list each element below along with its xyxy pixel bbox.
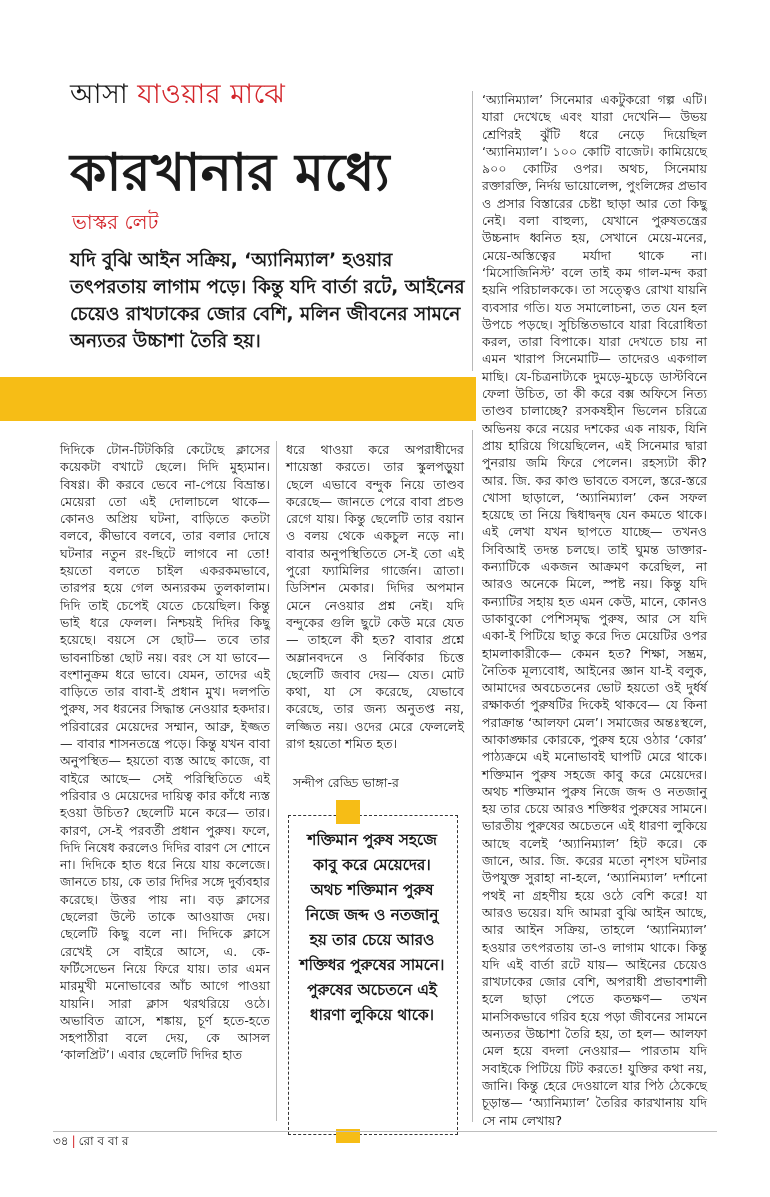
rubric-part-1: আসা <box>70 79 129 110</box>
page-number: ৩৪ <box>53 1134 69 1148</box>
body-column-left <box>60 441 270 1064</box>
body-column-middle <box>286 441 464 752</box>
signoff-credit: সন্দীপ রেড্ডি ভাঙ্গা-র <box>293 775 399 790</box>
section-rubric <box>70 74 285 119</box>
rubric-part-2: যাওয়ার মাঝে <box>137 79 286 110</box>
deck-intro: যদি বুঝি আইন সক্রিয়, ‘অ্যানিম্যাল’ হওয়ার তৎপরতায় লাগাম পড়ে। কিন্তু যদি বার্তা রটে, আইনের চেয়েও রাখঢাকের জোর বেশি, মলিন জীবনের সামনে অন্যতর উচ্চাশা তৈরি হয়। <box>70 250 465 352</box>
body-text-right: ‘অ্যানিম্যাল’ সিনেমার একটুকরো গল্প এটি। যারা দেখেছে এবং যারা দেখেনি— উভয় শ্রেণিরই ঝুঁটি ধরে নেড়ে দিয়েছিল ‘অ্যানিম্যাল’। ১০০ কোটি বাজেট। কামিয়েছে ৯০০ কোটির ওপর। অথচ, সিনেমায় রক্তারক্তি, নির্দয় ভায়োলেন্স, পুংলিঙ্গের প্রভাব ও প্রসার বিস্তারের চেষ্টা ছাড়া আর তো কিছু নেই। বলা বাহুল্য, যেখানে পুরুষতন্ত্রের উচ্চনাদ ধ্বনিত হয়, সেখানে মেয়ে-মনের, মেয়ে-অস্তিত্বের মর্যাদা থাকে না। ‘মিসোজিনিস্ট’ বলে তাই কম গাল-মন্দ করা হয়নি পরিচালককে। তা সত্ত্বেও রোখা যায়নি ব্যবসার গতি। যত সমালোচনা, তত যেন হল উপচে পড়ছে। সুচিন্তিতভাবে যারা বিরোধিতা করল, তারা বিপাকে। যারা দেখতে চায় না এমন খারাপ সিনেমাটি— তাদেরও একগাল মাছি। যে-চিত্রনাট্যকে দুমড়ে-মুচড়ে ডাস্টবিনে ফেলা উচিত, তা কী করে বক্স অফিসে নিত্য তাণ্ডব চালাচ্ছে? রসকষহীন ভিলেন চরিত্রে অভিনয় করে নয়ের দশকের এক নায়ক, যিনি প্রায় হারিয়ে গিয়েছিলেন, এই সিনেমার দ্বারা পুনরায় জমি ফিরে পেলেন। রহস্যটা কী? আর. জি. কর কাণ্ড ভাবতে বসলে, স্তরে-স্তরে খোসা ছাড়ালে, ‘অ্যানিম্যাল’ কেন সফল হয়েছে তা নিয়ে দ্বিধাদ্বন্দ্ব যেন কমতে থাকে। এই লেখা যখন ছাপতে যাচ্ছে— তখনও সিবিআই তদন্ত চলছে। তাই ঘুমন্ত ডাক্তার-কন্যাটিকে একজন আক্রমণ করেছিল, না আরও অনেকে মিলে, স্পষ্ট নয়। কিন্তু যদি কন্যাটির সহায় হত এমন কেউ, মানে, কোনও ডাকাবুকো পেশিসমৃদ্ধ পুরুষ, আর সে যদি একা-ই পিটিয়ে ছাতু করে দিত মেয়েটির ওপর হামলাকারীকে— কেমন হত? শিক্ষা, সম্ভ্রম, নৈতিক মূল্যবোধ, আইনের জ্ঞান যা-ই বলুক, আমাদের অবচেতনের ভোট হয়তো ওই দুর্ধর্ষ রক্ষাকর্তা পুরুষটির দিকেই থাকবে— যে কিনা পরাক্রান্ত ‘আলফা মেল’। সমাজের অন্তঃস্থলে, আকাঙ্ক্ষার কোরকে, পুরুষ হয়ে ওঠার ‘কোর’ পাঠ্যক্রমে এই মনোভাবই ঘাপটি মেরে থাকে। শক্তিমান পুরুষ সহজে কাবু করে মেয়েদের। অথচ শক্তিমান পুরুষ নিজে জব্দ ও নতজানু হয় তার চেয়ে আরও শক্তিধর পুরুষের সামনে। ভারতীয় পুরুষের অচেতনে এই ধারণা লুকিয়ে আছে বলেই ‘অ্যানিম্যাল’ হিট করে। কে জানে, আর. জি. করের মতো নৃশংস ঘটনার উপযুক্ত সুরাহা না-হলে, ‘অ্যানিম্যাল’ দর্শানো পথই না গ্রহণীয় হয়ে ওঠে বেশি করে! যা আরও ভয়ের। যদি আমরা বুঝি আইন আছে, আর আইন সক্রিয়, তাহলে ‘অ্যানিম্যাল’ হওয়ার তৎপরতায় তা-ও লাগাম থাকে। কিন্তু যদি এই বার্তা রটে যায়— আইনের চেয়েও রাখঢাকের জোর বেশি, অপরাধী প্রভাবশালী হলে ছাড়া পেতে কতক্ষণ— তখন মানসিকভাবে গরিব হয়ে পড়া জীবনের সামনে অন্যতর উচ্চাশা তৈরি হয়, তা হল— আলফা মেল হয়ে বদলা নেওয়ার— পারতাম যদি সবাইকে পিটিয়ে টিট করতে! যুক্তির কথা নয়, জানি। কিন্তু হেরে দেওয়ালে যার পিঠ ঠেকেছে চূড়ান্ত— ‘অ্যানিম্যাল’ তৈরির কারখানায় যদি সে নাম লেখায়? <box>482 92 708 1128</box>
headline: কারখানার মধ্যে <box>70 143 391 203</box>
body-text-left: দিদিকে টোন-টিটকিরি কেটেছে ক্লাসের কয়েকটা বখাটে ছেলে। দিদি মুহ্যমান। বিষণ্ণ। কী করবে ভেবে না-পেয়ে বিভ্রান্ত। মেয়েরা তো এই দোলাচলে থাকে— কোনও অপ্রিয় ঘটনা, বাড়িতে কতটা বলবে, কীভাবে বলবে, তার বলার দোষে ঘটনার নতুন রং-ছিটে লাগবে না তো! হয়তো বলতে চাইল একরকমভাবে, তারপর হয়ে গেল অন্যরকম তুলকালাম। দিদি তাই চেপেই যেতে চেয়েছিল। কিন্তু ভাই ধরে ফেলল। নিশ্চয়ই দিদির কিছু হয়েছে। বয়সে সে ছোট— তবে তার ভাবনাচিন্তা ছোট নয়। বরং সে যা ভাবে— বংশানুক্রম ধরে ভাবে। যেমন, তাদের এই বাড়িতে তার বাবা-ই প্রধান মুখ। দলপতি পুরুষ, সব ধরনের সিদ্ধান্ত নেওয়ার হকদার। পরিবারের মেয়েদের সম্মান, আব্রু, ইজ্জত— বাবার শাসনতন্ত্রে পড়ে। কিন্তু যখন বাবা অনুপস্থিত— হয়তো ব্যস্ত আছে কাজে, বা বাইরে আছে— সেই পরিস্থিতিতে এই পরিবার ও মেয়েদের দায়িত্ব কার কাঁধে ন্যস্ত হওয়া উচিত? ছেলেটি মনে করে— তার। কারণ, সে-ই পরবর্তী প্রধান পুরুষ। ফলে, দিদি নিষেধ করলেও দিদির বারণ সে শোনে না। দিদিকে হাত ধরে নিয়ে যায় কলেজে। জানতে চায়, কে তার দিদির সঙ্গে দুর্ব্যবহার করেছে। উত্তর পায় না। বড় ক্লাসের ছেলেরা উল্টে তাকে আওয়াজ দেয়। ছেলেটি কিছু বলে না। দিদিকে ক্লাসে রেখেই সে বাইরে আসে, এ. কে-ফর্টিসেভেন নিয়ে ফিরে যায়। তার এমন মারমুখী মনোভাবের আঁচ আগে পাওয়া যায়নি। সারা ক্লাস থরথরিয়ে ওঠে। অভাবিত ত্রাসে, শঙ্কায়, চূর্ণ হতে-হতে সহপাঠীরা বলে দেয়, কে আসল ‘কালপ্রিট’। এবার ছেলেটি দিদির হাত <box>60 442 270 1063</box>
body-column-right <box>482 91 707 1129</box>
column-rule-left <box>276 441 277 1121</box>
pullquote-tab-top <box>336 800 360 824</box>
publication-name: রো ব বা র <box>78 1134 129 1148</box>
yellow-accent-band <box>0 377 476 421</box>
footer-rule <box>53 1131 717 1132</box>
column-rule-right <box>472 430 473 1122</box>
pullquote-text: শক্তিমান পুরুষ সহজে কাবু করে মেয়েদের। অথচ শক্তিমান পুরুষ নিজে জব্দ ও নতজানু হয় তার চেয়ে আরও শক্তিধর পুরুষের সামনে। পুরুষের অচেতনে এই ধারণা লুকিয়ে থাকে। <box>299 831 445 1024</box>
folio-separator: | <box>71 1134 76 1148</box>
byline: ভাস্কর লেট <box>72 210 159 234</box>
body-text-middle: ধরে থাওয়া করে অপরাধীদের শায়েস্তা করতে। তার স্কুলপড়ুয়া ছেলে এভাবে বন্দুক নিয়ে তাণ্ডব করেছে— জানতে পেরে বাবা প্রচণ্ড রেগে যায়। কিন্তু ছেলেটি তার বয়ান ও বলয় থেকে একচুল নড়ে না। বাবার অনুপস্থিতিতে সে-ই তো এই পুরো ফ্যামিলির গার্জেন। ত্রাতা। ডিসিশন মেকার। দিদির অপমান মেনে নেওয়ার প্রশ্ন নেই। যদি বন্দুকের গুলি ছুটে কেউ মরে যেত— তাহলে কী হত? বাবার প্রশ্নে অম্লানবদনে ও নির্বিকার চিত্তে ছেলেটি জবাব দেয়— যেত। মোট কথা, যা সে করেছে, যেভাবে করেছে, তার জন্য অনুতপ্ত নয়, লজ্জিত নয়। ওদের মেরে ফেললেই রাগ হয়তো শমিত হত। <box>286 442 464 752</box>
column-rule-upper <box>472 91 473 371</box>
page-folio <box>53 1133 128 1153</box>
